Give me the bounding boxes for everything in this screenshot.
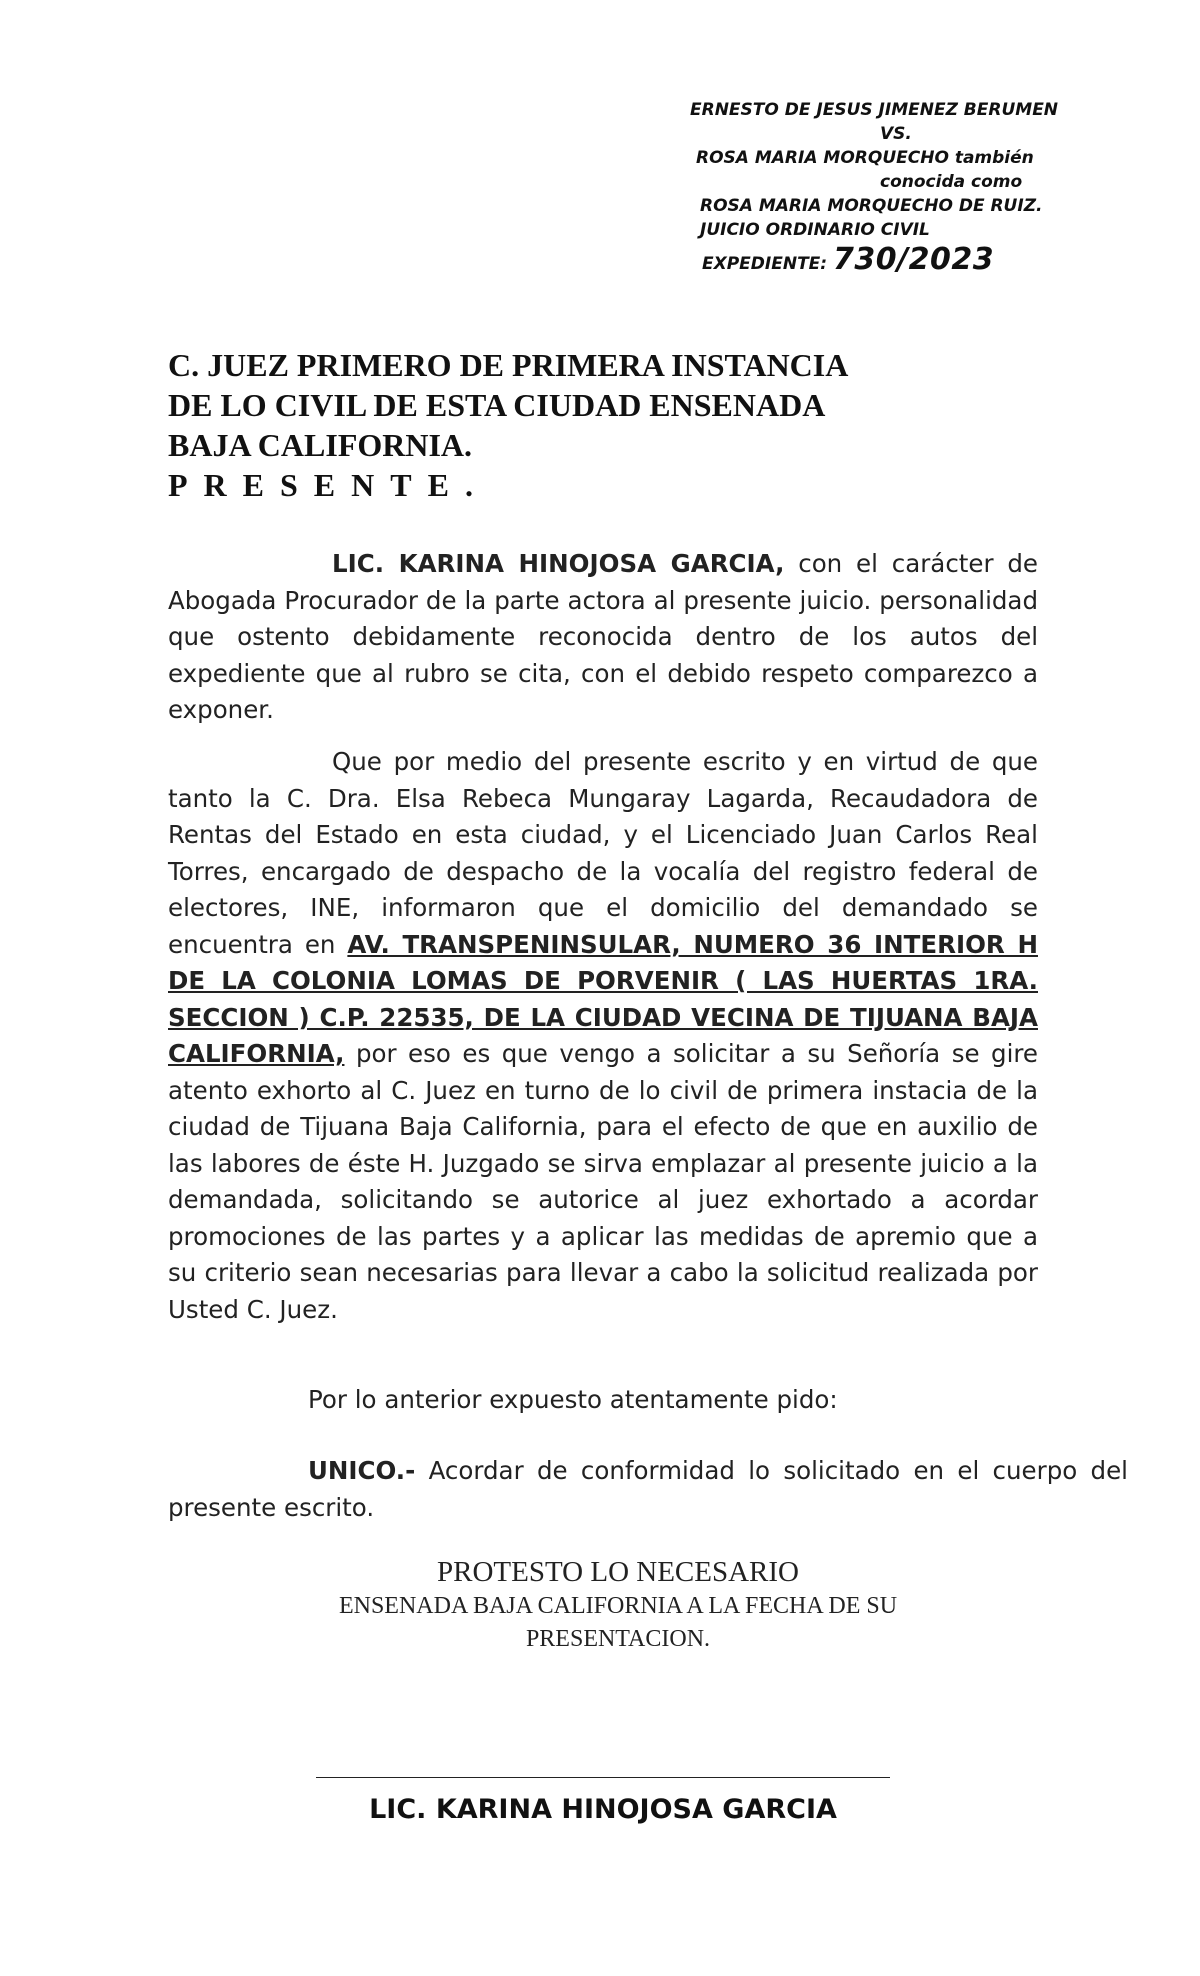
city-date-line-1: ENSENADA BAJA CALIFORNIA A LA FECHA DE SU xyxy=(338,1593,898,1619)
paragraph-unico xyxy=(168,1453,1128,1526)
closing-block xyxy=(168,1554,1038,1656)
versus-label: VS. xyxy=(880,124,912,144)
addressee-line-2: DE LO CIVIL DE ESTA CIUDAD ENSENADA xyxy=(168,387,826,423)
paragraph-4-text: Acordar de conformidad lo solicitado en el cuerpo del presente escrito. xyxy=(168,1456,1128,1522)
defendant-alias: ROSA MARIA MORQUECHO DE RUIZ. xyxy=(700,196,1043,216)
addressee-block xyxy=(168,345,968,505)
case-header xyxy=(690,98,1059,277)
attorney-name-inline: LIC. KARINA HINOJOSA GARCIA, xyxy=(332,549,785,578)
trial-type: JUICIO ORDINARIO CIVIL xyxy=(700,220,930,240)
addressee-presente: PRESENTE. xyxy=(168,467,489,503)
defendant-name: ROSA MARIA MORQUECHO también xyxy=(696,148,1034,168)
paragraph-petition-intro xyxy=(308,1382,1008,1419)
paragraph-3-text: Por lo anterior expuesto atentamente pido: xyxy=(308,1385,838,1414)
paragraph-2-text-before: Que por medio del presente escrito y en virtud de que tanto la C. Dra. Elsa Rebeca Mungaray Lagarda, Recaudadora de Rentas del Estado en esta ciudad, y el Licenciado Juan Carlos Real Torres, encargado de despacho de la vocalía del registro federal de electores, INE, informaron que el domicilio del demandado se encuentra en xyxy=(168,747,1038,959)
protesto-line: PROTESTO LO NECESARIO xyxy=(437,1556,799,1588)
paragraph-2-text-after: por eso es que vengo a solicitar a su Señoría se gire atento exhorto al C. Juez en turno de lo civil de primera instacia de la ciudad de Tijuana Baja California, para el efecto de que en auxilio de las labores de éste H. Juzgado se sirva emplazar al presente juicio a la demandada, solicitando se autorice al juez exhortado a acordar promociones de las partes y a aplicar las medidas de apremio que a su criterio sean necesarias para llevar a cabo la solicitud realizada por Usted C. Juez. xyxy=(168,1039,1038,1324)
plaintiff-name: ERNESTO DE JESUS JIMENEZ BERUMEN xyxy=(690,100,1059,120)
paragraph-introduction xyxy=(168,546,1038,729)
signature-line xyxy=(316,1777,890,1778)
file-number: 730/2023 xyxy=(833,242,995,277)
addressee-line-1: C. JUEZ PRIMERO DE PRIMERA INSTANCIA xyxy=(168,347,849,383)
file-number-line xyxy=(690,242,1020,277)
paragraph-request xyxy=(168,744,1038,1328)
defendant-address: AV. TRANSPENINSULAR, NUMERO 36 INTERIOR H DE LA COLONIA LOMAS DE PORVENIR ( LAS HUERTAS 1RA. SECCION ) C.P. 22535, DE LA CIUDAD VECINA DE TIJUANA BAJA CALIFORNIA, xyxy=(168,929,1038,1068)
defendant-alias-label: conocida como xyxy=(880,172,1023,192)
paragraph-1-text: con el carácter de Abogada Procurador de la parte actora al presente juicio. personalidad que ostento debidamente reconocida dentro de los autos del expediente que al rubro se cita, con el debido respeto comparezco a exponer. xyxy=(168,549,1038,724)
addressee-line-3: BAJA CALIFORNIA. xyxy=(168,427,473,463)
unico-label: UNICO.- xyxy=(308,1456,416,1485)
signature-name: LIC. KARINA HINOJOSA GARCIA xyxy=(369,1794,837,1825)
file-label: EXPEDIENTE: xyxy=(702,254,828,274)
city-date-line-2: PRESENTACION. xyxy=(525,1626,711,1652)
